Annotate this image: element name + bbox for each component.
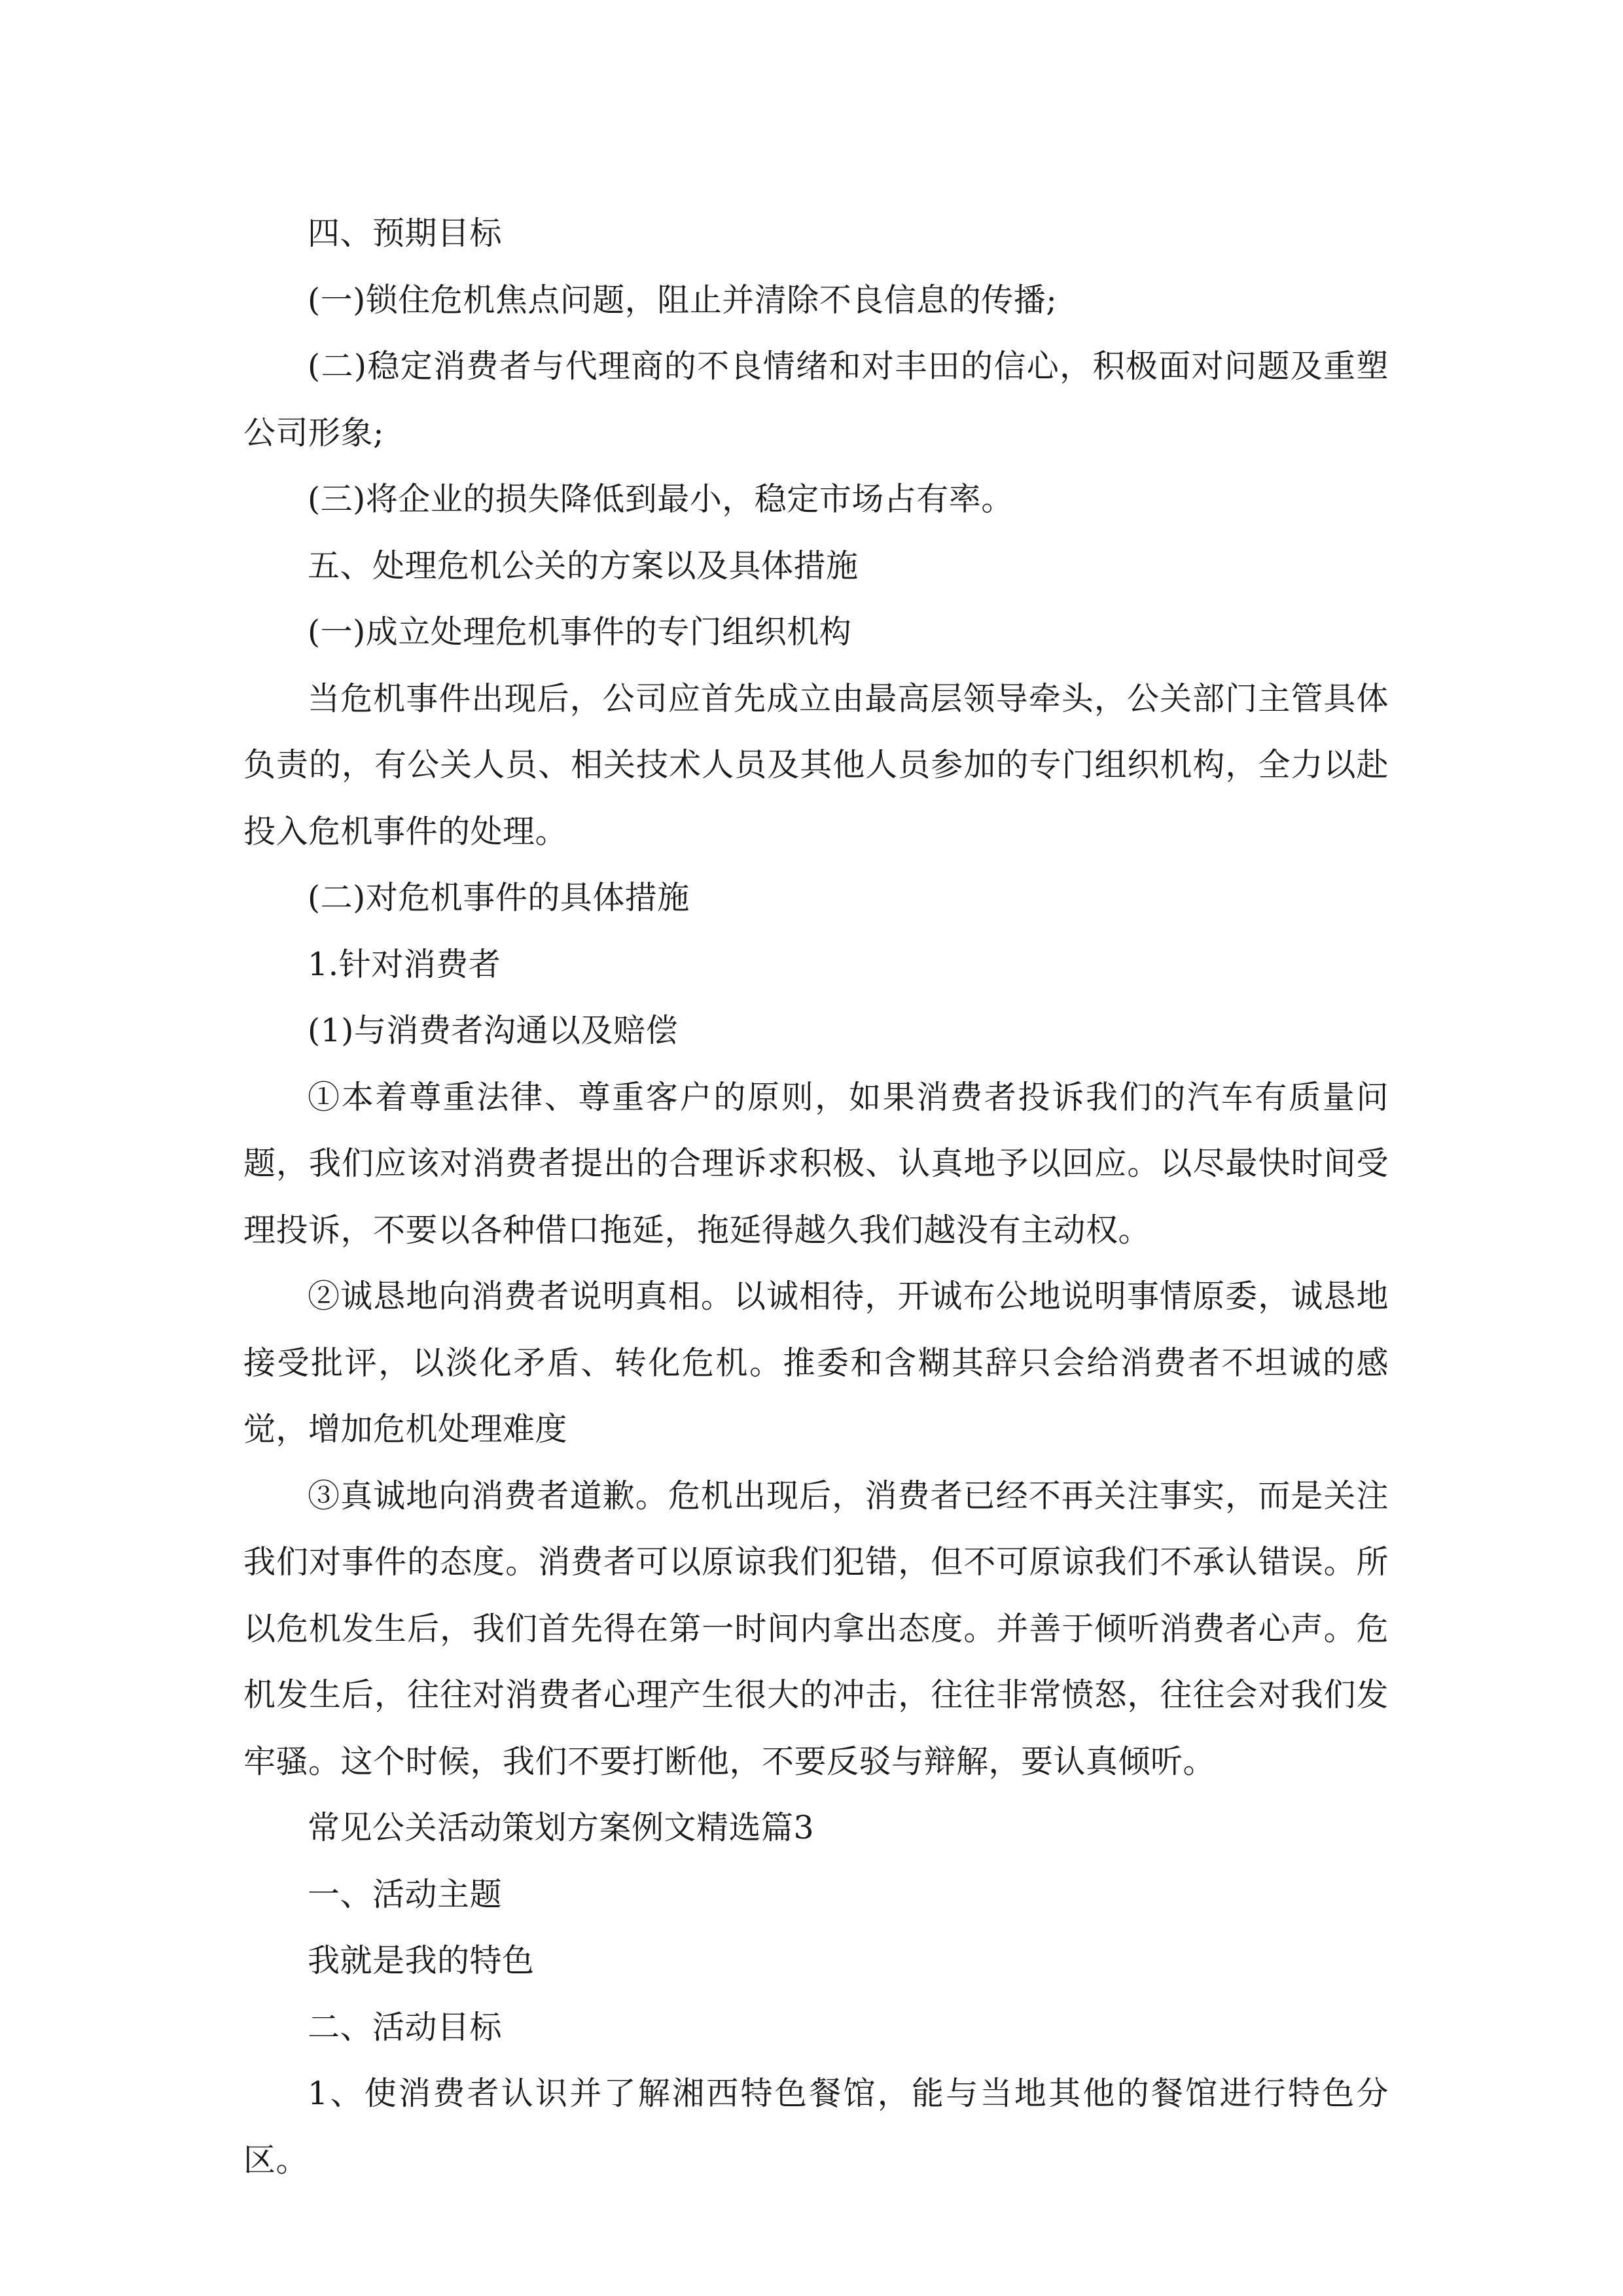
subsection-heading: (一)成立处理危机事件的专门组织机构	[308, 613, 852, 651]
paragraph: (三)将企业的损失降低到最小，稳定市场占有率。	[308, 480, 1014, 518]
list-heading: (1)与消费者沟通以及赔偿	[308, 1012, 678, 1049]
paragraph: ③真诚地向消费者道歉。危机出现后，消费者已经不再关注事实，而是关注我们对事件的态度。消费者可以原谅我们犯错，但不可原谅我们不承认错误。所以危机发生后，我们首先得在第一时间内拿出态度。并善于倾听消费者心声。危机发生后，往往对消费者心理产生很大的冲击，往往非常愤怒，往往会对我们发牢骚。这个时候，我们不要打断他，不要反驳与辩解，要认真倾听。	[243, 1477, 1389, 1780]
paragraph: ①本着尊重法律、尊重客户的原则，如果消费者投诉我们的汽车有质量问题，我们应该对消费者提出的合理诉求积极、认真地予以回应。以尽最快时间受理投诉，不要以各种借口拖延，拖延得越久我们越没有主动权。	[243, 1078, 1389, 1249]
paragraph: (一)锁住危机焦点问题，阻止并清除不良信息的传播;	[308, 281, 1058, 319]
section-heading-expected-goals: 四、预期目标	[308, 215, 503, 252]
section-heading-crisis-plan: 五、处理危机公关的方案以及具体措施	[308, 547, 859, 584]
list-heading: 1.针对消费者	[308, 945, 501, 983]
subsection-heading: (二)对危机事件的具体措施	[308, 879, 690, 916]
paragraph: ②诚恳地向消费者说明真相。以诚相待，开诚布公地说明事情原委，诚恳地接受批评，以淡化矛盾、转化危机。推委和含糊其辞只会给消费者不坦诚的感觉，增加危机处理难度	[243, 1278, 1389, 1448]
paragraph: (二)稳定消费者与代理商的不良情绪和对丰田的信心，积极面对问题及重塑公司形象;	[243, 348, 1389, 452]
section-heading-activity-theme: 一、活动主题	[308, 1875, 503, 1913]
paragraph: 1、使消费者认识并了解湘西特色餐馆，能与当地其他的餐馆进行特色分区。	[243, 2075, 1389, 2179]
document-body	[243, 200, 1389, 2193]
paragraph: 当危机事件出现后，公司应首先成立由最高层领导牵头，公关部门主管具体负责的，有公关人员、相关技术人员及其他人员参加的专门组织机构，全力以赴投入危机事件的处理。	[243, 679, 1389, 850]
article-title: 常见公关活动策划方案例文精选篇3	[308, 1809, 815, 1846]
section-heading-activity-goals: 二、活动目标	[308, 2008, 503, 2046]
paragraph: 我就是我的特色	[308, 1942, 535, 1979]
